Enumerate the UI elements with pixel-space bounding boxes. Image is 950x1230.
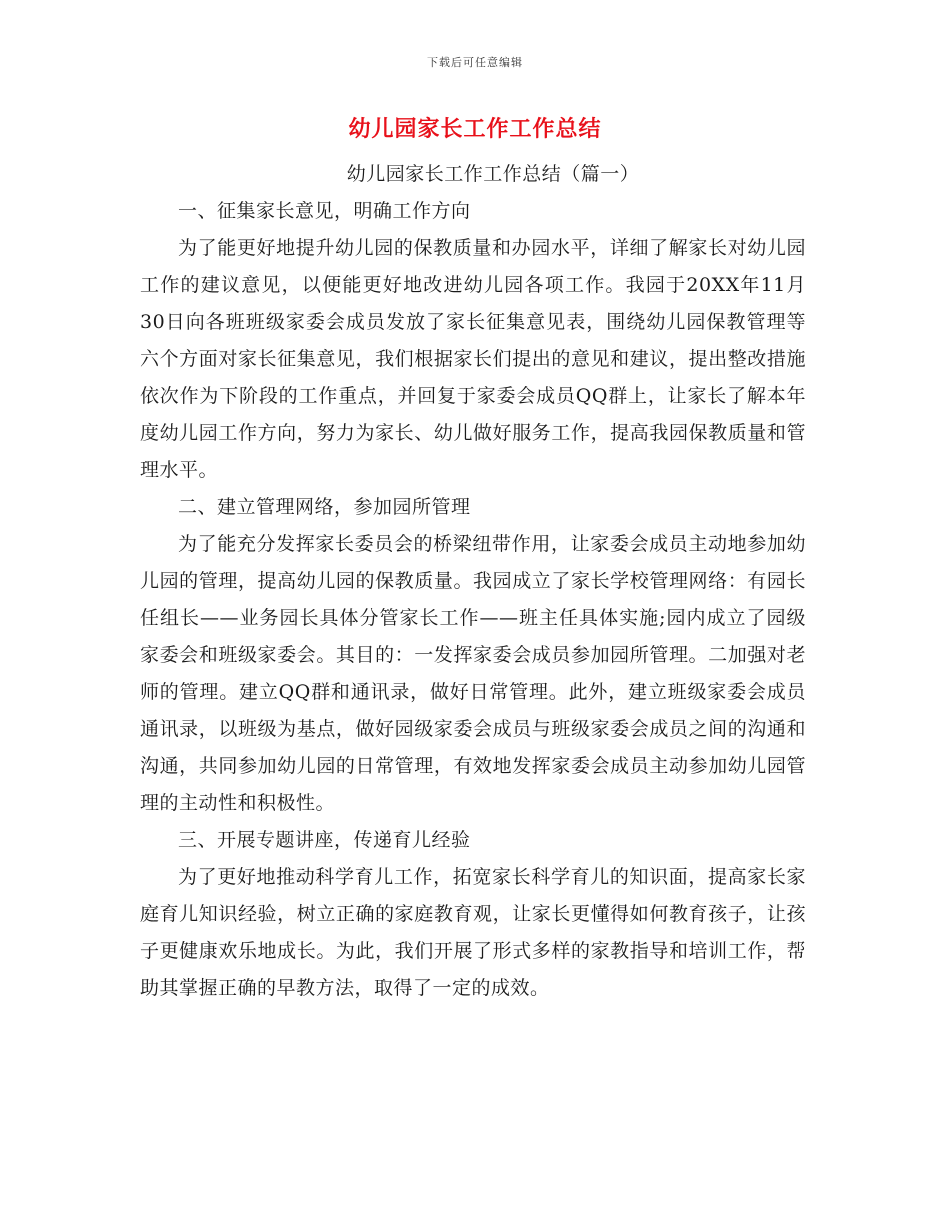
section-paragraph-3: 为了更好地推动科学育儿工作，拓宽家长科学育儿的知识面，提高家长家庭育儿知识经验，树立正确的家庭教育观，让家长更懂得如何教育孩子，让孩子更健康欢乐地成长。为此，我们开展了形式多样的家教指导和培训工作，帮助其掌握正确的早教方法，取得了一定的成效。 <box>140 866 806 999</box>
section-heading-3: 三、开展专题讲座，传递育儿经验 <box>178 829 471 851</box>
section-paragraph-1: 为了能更好地提升幼儿园的保教质量和办园水平，详细了解家长对幼儿园工作的建议意见，以便能更好地改进幼儿园各项工作。我园于20XX年11月30日向各班班级家委会成员发放了家长征集意见表，围绕幼儿园保教管理等六个方面对家长征集意见，我们根据家长们提出的意见和建议，提出整改措施依次作为下阶段的工作重点，并回复于家委会成员QQ群上，让家长了解本年度幼儿园工作方向，努力为家长、幼儿做好服务工作，提高我园保教质量和管理水平。 <box>140 237 806 481</box>
section-heading-1: 一、征集家长意见，明确工作方向 <box>178 200 471 222</box>
document-subtitle: 幼儿园家长工作工作总结（篇一） <box>346 163 640 185</box>
document-body <box>140 156 806 1007</box>
document-title: 幼儿园家长工作工作总结 <box>348 116 602 142</box>
section-paragraph-2: 为了能充分发挥家长委员会的桥梁纽带作用，让家委会成员主动地参加幼儿园的管理，提高幼儿园的保教质量。我园成立了家长学校管理网络：有园长任组长——业务园长具体分管家长工作——班主任具体实施;园内成立了园级家委会和班级家委会。其目的：一发挥家委会成员参加园所管理。二加强对老师的管理。建立QQ群和通讯录，做好日常管理。此外，建立班级家委会成员通讯录，以班级为基点，做好园级家委会成员与班级家委会成员之间的沟通和沟通，共同参加幼儿园的日常管理，有效地发挥家委会成员主动参加幼儿园管理的主动性和积极性。 <box>140 533 806 814</box>
page-header-note: 下载后可任意编辑 <box>427 56 523 69</box>
section-heading-2: 二、建立管理网络，参加园所管理 <box>178 496 471 518</box>
